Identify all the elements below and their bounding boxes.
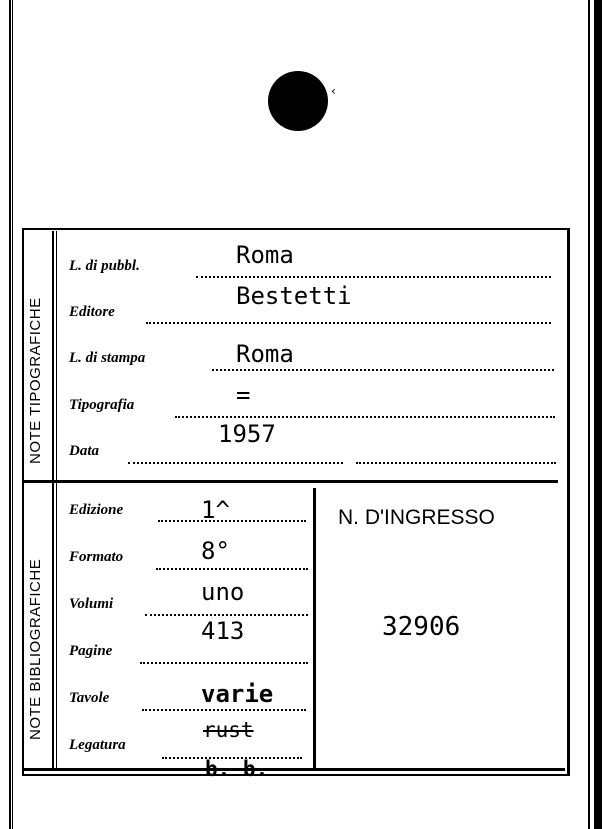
- value-formato: 8°: [201, 537, 230, 565]
- value-legatura: b. b.: [205, 757, 269, 781]
- value-data: 1957: [218, 420, 276, 448]
- card-left-edge-line: [12, 0, 13, 829]
- dotted-line: [196, 276, 551, 278]
- dotted-line: [128, 462, 343, 464]
- value-pagine: 413: [201, 617, 245, 645]
- label-luogo-stampa: L. di stampa: [69, 350, 146, 366]
- ingresso-number: 32906: [382, 612, 461, 642]
- dotted-line: [145, 614, 308, 616]
- dotted-line: [158, 520, 306, 522]
- label-luogo-pubblicazione: L. di pubbl.: [69, 258, 140, 274]
- label-editore: Editore: [69, 304, 115, 320]
- tipografiche-title: NOTE TIPOGRAFICHE: [27, 297, 44, 464]
- card-right-edge: [594, 0, 602, 829]
- label-legatura: Legatura: [69, 737, 126, 753]
- value-tipografia: =: [236, 381, 251, 409]
- value-luogo-stampa: Roma: [236, 340, 294, 368]
- label-data: Data: [69, 443, 99, 459]
- hole-mark: ‹: [331, 84, 336, 98]
- ingresso-column-rule: [313, 488, 316, 769]
- dotted-line: [142, 709, 306, 711]
- label-column-rule-2: [56, 231, 57, 769]
- dotted-line: [212, 369, 554, 371]
- card-bottom-line: [22, 768, 565, 771]
- ingresso-label: N. D'INGRESSO: [338, 506, 495, 529]
- card-right-edge-line: [588, 0, 590, 829]
- label-tavole: Tavole: [69, 690, 110, 706]
- label-column-rule: [52, 231, 54, 769]
- label-volumi: Volumi: [69, 596, 114, 612]
- dotted-line: [156, 568, 308, 570]
- value-volumi: uno: [201, 578, 245, 606]
- dotted-line: [175, 416, 555, 418]
- bibliografiche-title: NOTE BIBLIOGRAFICHE: [27, 558, 44, 740]
- label-edizione: Edizione: [69, 502, 124, 518]
- section-divider: [22, 480, 558, 483]
- value-edizione: 1^: [201, 496, 230, 524]
- label-tipografia: Tipografia: [69, 397, 135, 413]
- dotted-line: [146, 322, 551, 324]
- dotted-line: [356, 462, 556, 464]
- punch-hole: [268, 71, 328, 131]
- value-editore: Bestetti: [236, 282, 352, 310]
- dotted-line: [140, 662, 308, 664]
- value-legatura-struck: rust: [203, 718, 254, 742]
- value-tavole: varie: [201, 680, 274, 708]
- value-luogo-pubblicazione: Roma: [236, 241, 294, 269]
- label-pagine: Pagine: [69, 643, 113, 659]
- card-left-edge: [0, 0, 11, 829]
- label-formato: Formato: [69, 549, 124, 565]
